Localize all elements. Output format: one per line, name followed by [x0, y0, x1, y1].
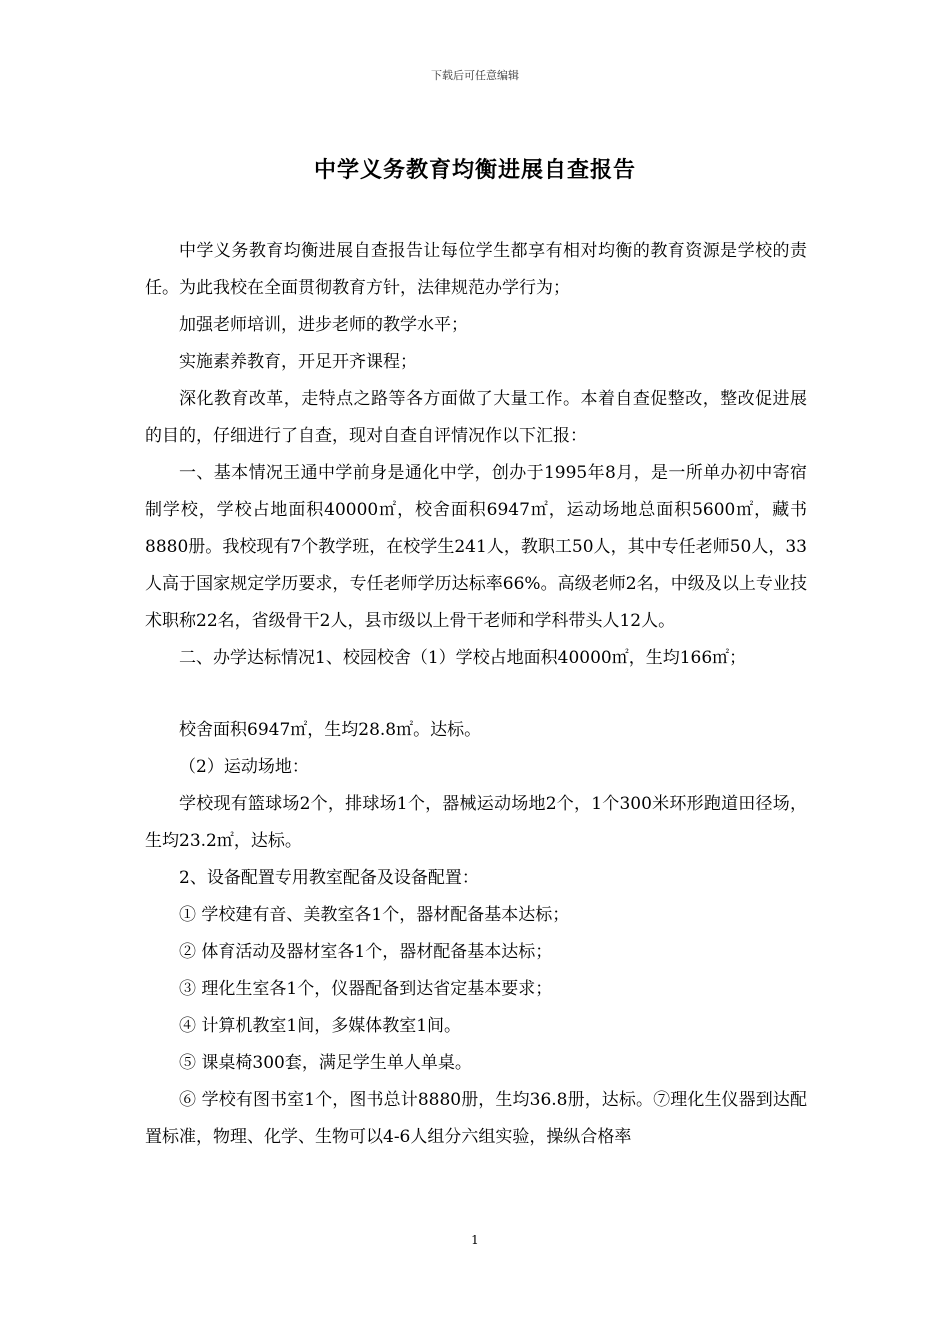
page-number: 1 — [471, 1233, 479, 1247]
paragraph-equipment-heading: 2、设备配置专用教室配备及设备配置： — [179, 868, 479, 888]
header-note: 下载后可任意编辑 — [431, 69, 519, 82]
paragraph-sports-fields: 学校现有篮球场2个，排球场1个，器械运动场地2个，1个300米环形跑道田径场，生均23.2㎡，达标。 — [145, 794, 807, 851]
paragraph-intro: 中学义务教育均衡进展自查报告让每位学生都享有相对均衡的教育资源是学校的责任。为此我校在全面贯彻教育方针，法律规范办学行为； — [145, 241, 807, 298]
paragraph-gap — [145, 677, 807, 712]
document-title: 中学义务教育均衡进展自查报告 — [313, 157, 636, 183]
document-body — [145, 233, 807, 1156]
list-item-science-labs: ③ 理化生室各1个，仪器配备到达省定基本要求； — [179, 979, 553, 999]
paragraph-quality-education: 实施素养教育，开足开齐课程； — [179, 352, 417, 372]
paragraph-reform: 深化教育改革，走特点之路等各方面做了大量工作。本着自查促整改，整改促进展的目的，仔细进行了自查，现对自查自评情况作以下汇报： — [145, 389, 807, 446]
list-item-computer-room: ④ 计算机教室1间，多媒体教室1间。 — [179, 1016, 462, 1036]
paragraph-teacher-training: 加强老师培训，进步老师的教学水平； — [179, 315, 468, 335]
paragraph-building-area: 校舍面积6947㎡，生均28.8㎡。达标。 — [179, 720, 482, 740]
list-item-sports-room: ② 体育活动及器材室各1个，器材配备基本达标； — [179, 942, 553, 962]
list-item-desks: ⑤ 课桌椅300套，满足学生单人单桌。 — [179, 1053, 472, 1073]
list-item-library: ⑥ 学校有图书室1个，图书总计8880册，生均36.8册，达标。⑦理化生仪器到达配置标准，物理、化学、生物可以4-6人组分六组实验，操纵合格率 — [145, 1090, 807, 1147]
paragraph-campus-area: 二、办学达标情况1、校园校舍（1）学校占地面积40000㎡，生均166㎡； — [179, 648, 747, 668]
list-item-music-art: ① 学校建有音、美教室各1个，器材配备基本达标； — [179, 905, 570, 925]
paragraph-basic-info: 一、基本情况王通中学前身是通化中学，创办于1995年8月，是一所单办初中寄宿制学校，学校占地面积40000㎡，校舍面积6947㎡，运动场地总面积5600㎡，藏书8880册。我校现有7个教学班，在校学生241人，教职工50人，其中专任老师50人，33人高于国家规定学历要求，专任老师学历达标率66%。高级老师2名，中级及以上专业技术职称22名，省级骨干2人，县市级以上骨干老师和学科带头人12人。 — [145, 463, 807, 631]
paragraph-sports-heading: （2）运动场地： — [179, 757, 309, 777]
